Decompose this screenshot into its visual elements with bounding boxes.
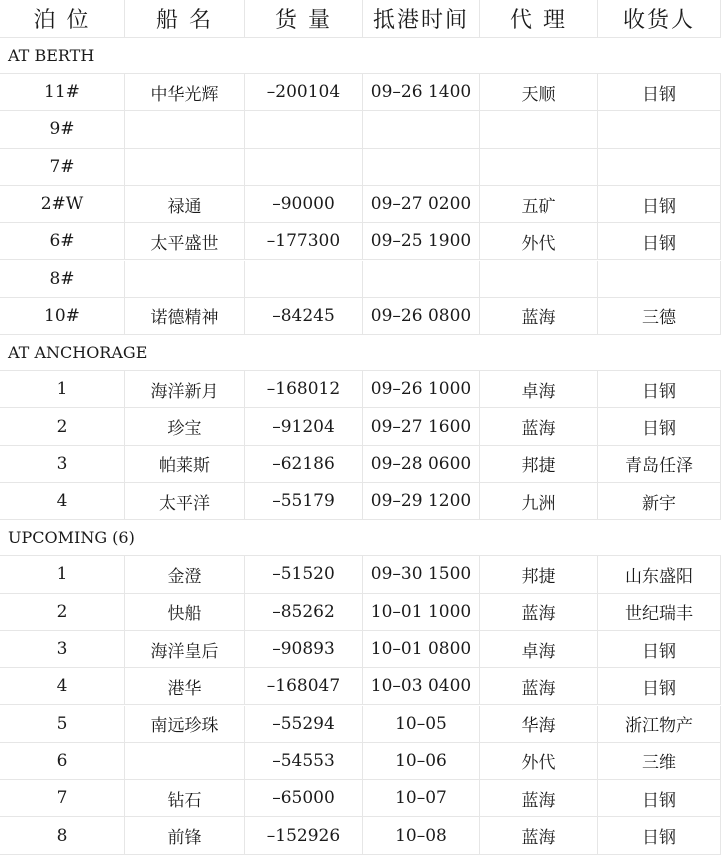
cell-berth: 4 <box>0 483 125 520</box>
cell-berth: 1 <box>0 371 125 408</box>
cell-berth: 6 <box>0 743 125 780</box>
cell-vessel: 海洋皇后 <box>125 631 245 668</box>
cell-berth: 8 <box>0 817 125 854</box>
cell-berth: 3 <box>0 446 125 483</box>
cell-berth: 2 <box>0 594 125 631</box>
header-berth: 泊 位 <box>0 0 125 38</box>
cell-consignee <box>598 261 721 298</box>
cell-eta: 09–27 1600 <box>363 408 480 445</box>
cell-consignee: 日钢 <box>598 631 721 668</box>
cell-cargo: –90893 <box>245 631 363 668</box>
cell-agent: 蓝海 <box>480 408 598 445</box>
cell-eta <box>363 261 480 298</box>
cell-vessel: 禄通 <box>125 186 245 223</box>
cell-vessel: 前锋 <box>125 817 245 854</box>
cell-agent: 蓝海 <box>480 298 598 335</box>
cell-vessel: 中华光辉 <box>125 74 245 111</box>
cell-berth: 4 <box>0 668 125 705</box>
cell-cargo: –55179 <box>245 483 363 520</box>
cell-berth: 9# <box>0 111 125 148</box>
cell-vessel: 帕莱斯 <box>125 446 245 483</box>
cell-consignee: 浙江物产 <box>598 706 721 743</box>
header-vessel: 船 名 <box>125 0 245 38</box>
cell-consignee: 日钢 <box>598 186 721 223</box>
cell-eta: 09–26 1000 <box>363 371 480 408</box>
cell-agent: 蓝海 <box>480 780 598 817</box>
cell-berth: 6# <box>0 223 125 260</box>
cell-eta: 09–28 0600 <box>363 446 480 483</box>
cell-eta: 10–07 <box>363 780 480 817</box>
cell-eta: 09–30 1500 <box>363 556 480 593</box>
cell-eta: 09–26 1400 <box>363 74 480 111</box>
cell-agent: 卓海 <box>480 371 598 408</box>
cell-vessel: 金澄 <box>125 556 245 593</box>
cell-consignee: 三维 <box>598 743 721 780</box>
cell-eta: 09–29 1200 <box>363 483 480 520</box>
cell-agent: 邦捷 <box>480 446 598 483</box>
cell-consignee <box>598 111 721 148</box>
cell-eta: 09–25 1900 <box>363 223 480 260</box>
cell-vessel: 钻石 <box>125 780 245 817</box>
cell-eta: 10–03 0400 <box>363 668 480 705</box>
cell-consignee <box>598 149 721 186</box>
cell-berth: 1 <box>0 556 125 593</box>
cell-cargo: –90000 <box>245 186 363 223</box>
section-title: AT BERTH <box>0 38 721 74</box>
cell-cargo <box>245 149 363 186</box>
cell-agent: 天顺 <box>480 74 598 111</box>
cell-vessel: 诺德精神 <box>125 298 245 335</box>
header-eta: 抵港时间 <box>363 0 480 38</box>
cell-eta: 10–06 <box>363 743 480 780</box>
cell-agent: 蓝海 <box>480 668 598 705</box>
cell-vessel: 太平洋 <box>125 483 245 520</box>
cell-cargo: –51520 <box>245 556 363 593</box>
cell-cargo: –84245 <box>245 298 363 335</box>
cell-consignee: 山东盛阳 <box>598 556 721 593</box>
cell-eta: 09–27 0200 <box>363 186 480 223</box>
cell-agent: 华海 <box>480 706 598 743</box>
cell-berth: 2#W <box>0 186 125 223</box>
cell-cargo: –91204 <box>245 408 363 445</box>
cell-berth: 7# <box>0 149 125 186</box>
cell-cargo: –55294 <box>245 706 363 743</box>
cell-cargo <box>245 261 363 298</box>
cell-cargo: –152926 <box>245 817 363 854</box>
cell-berth: 10# <box>0 298 125 335</box>
cell-vessel: 太平盛世 <box>125 223 245 260</box>
cell-cargo: –200104 <box>245 74 363 111</box>
cell-vessel <box>125 261 245 298</box>
cell-agent: 外代 <box>480 743 598 780</box>
cell-agent <box>480 149 598 186</box>
cell-eta: 10–01 1000 <box>363 594 480 631</box>
cell-eta: 10–01 0800 <box>363 631 480 668</box>
cell-consignee: 日钢 <box>598 780 721 817</box>
cell-eta <box>363 149 480 186</box>
cell-agent: 邦捷 <box>480 556 598 593</box>
cell-cargo: –85262 <box>245 594 363 631</box>
cell-vessel: 港华 <box>125 668 245 705</box>
cell-vessel: 南远珍珠 <box>125 706 245 743</box>
cell-berth: 2 <box>0 408 125 445</box>
cell-eta: 09–26 0800 <box>363 298 480 335</box>
cell-vessel: 快船 <box>125 594 245 631</box>
cell-consignee: 世纪瑞丰 <box>598 594 721 631</box>
cell-consignee: 三德 <box>598 298 721 335</box>
section-title: UPCOMING (6) <box>0 520 721 556</box>
cell-consignee: 新宇 <box>598 483 721 520</box>
cell-vessel <box>125 149 245 186</box>
cell-eta: 10–08 <box>363 817 480 854</box>
cell-vessel <box>125 111 245 148</box>
cell-cargo <box>245 111 363 148</box>
cell-vessel <box>125 743 245 780</box>
cell-berth: 3 <box>0 631 125 668</box>
cell-berth: 7 <box>0 780 125 817</box>
cell-consignee: 日钢 <box>598 223 721 260</box>
cell-eta <box>363 111 480 148</box>
cell-cargo: –62186 <box>245 446 363 483</box>
cell-berth: 11# <box>0 74 125 111</box>
section-title: AT ANCHORAGE <box>0 335 721 371</box>
cell-agent <box>480 261 598 298</box>
cell-cargo: –177300 <box>245 223 363 260</box>
cell-agent: 九洲 <box>480 483 598 520</box>
cell-berth: 5 <box>0 706 125 743</box>
cell-cargo: –65000 <box>245 780 363 817</box>
cell-berth: 8# <box>0 261 125 298</box>
cell-vessel: 珍宝 <box>125 408 245 445</box>
header-agent: 代 理 <box>480 0 598 38</box>
cell-cargo: –54553 <box>245 743 363 780</box>
cell-agent: 五矿 <box>480 186 598 223</box>
cell-consignee: 日钢 <box>598 817 721 854</box>
header-cargo: 货 量 <box>245 0 363 38</box>
cell-agent <box>480 111 598 148</box>
cell-consignee: 日钢 <box>598 408 721 445</box>
header-consignee: 收货人 <box>598 0 721 38</box>
cell-consignee: 日钢 <box>598 371 721 408</box>
cell-consignee: 日钢 <box>598 668 721 705</box>
cell-agent: 蓝海 <box>480 817 598 854</box>
cell-agent: 蓝海 <box>480 594 598 631</box>
cell-agent: 卓海 <box>480 631 598 668</box>
cell-eta: 10–05 <box>363 706 480 743</box>
cell-consignee: 日钢 <box>598 74 721 111</box>
cell-cargo: –168047 <box>245 668 363 705</box>
cell-consignee: 青岛任泽 <box>598 446 721 483</box>
cell-cargo: –168012 <box>245 371 363 408</box>
cell-agent: 外代 <box>480 223 598 260</box>
cell-vessel: 海洋新月 <box>125 371 245 408</box>
